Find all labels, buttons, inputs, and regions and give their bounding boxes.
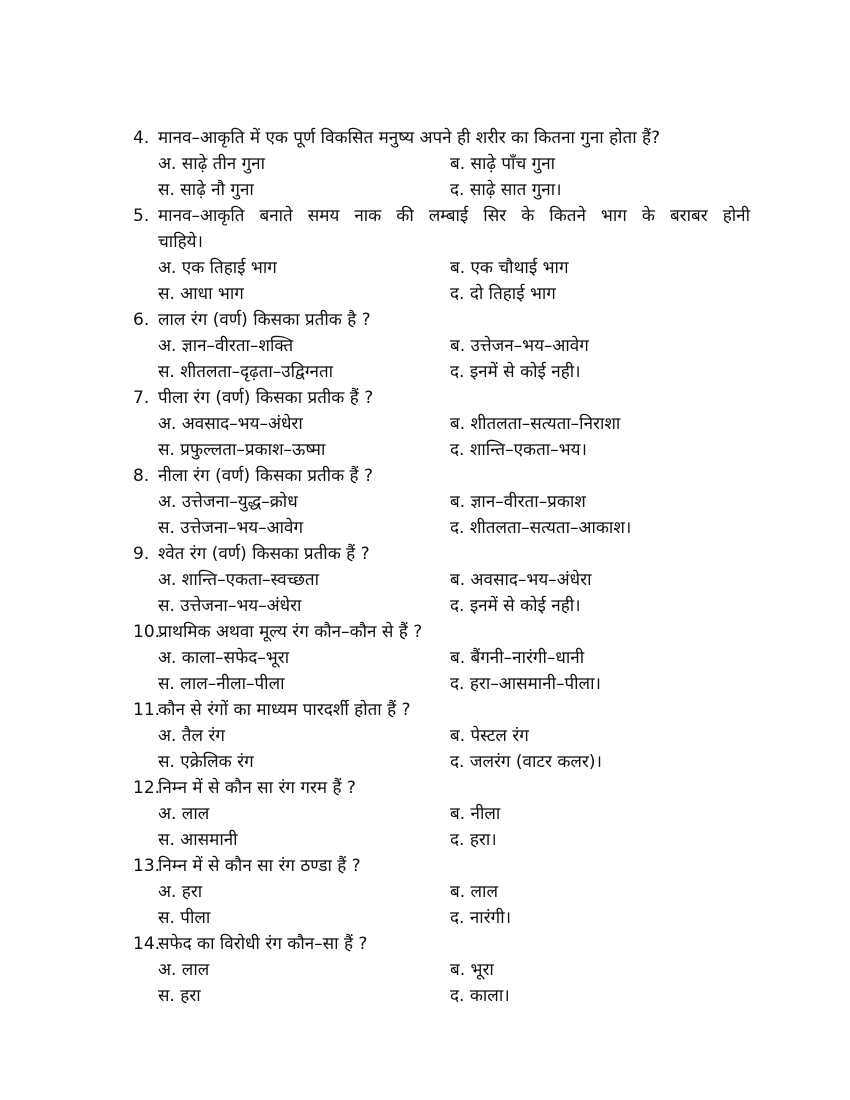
option: अ. एक तिहाई भाग	[158, 258, 277, 278]
question-number: 6.	[133, 310, 150, 330]
question-text: चाहिये।	[158, 232, 203, 252]
option: द. नारंगी।	[450, 908, 512, 928]
option: अ. उत्तेजना–युद्ध–क्रोध	[158, 492, 298, 512]
option: ब. पेस्टल रंग	[450, 726, 529, 746]
option: द. शीतलता–सत्यता–आकाश।	[450, 518, 632, 538]
question-text: पीला रंग (वर्ण) किसका प्रतीक हैं ?	[158, 388, 374, 408]
question-block	[133, 853, 753, 931]
options-row	[133, 515, 753, 541]
question-line	[133, 307, 753, 333]
option: द. इनमें से कोई नही।	[450, 596, 581, 616]
question-number: 4.	[133, 128, 150, 148]
option: स. प्रफुल्लता–प्रकाश–ऊष्मा	[158, 440, 326, 460]
option: स. हरा	[158, 986, 201, 1006]
options-row	[133, 723, 753, 749]
question-text: लाल रंग (वर्ण) किसका प्रतीक है ?	[158, 310, 371, 330]
question-line	[133, 229, 753, 255]
question-list	[133, 125, 753, 1009]
options-row	[133, 645, 753, 671]
option: स. शीतलता–दृढ़ता–उद्विग्नता	[158, 362, 334, 382]
question-text: मानव–आकृति बनाते समय नाक की लम्बाई सिर के कितने भाग के बराबर होनी	[158, 206, 750, 226]
question-text: मानव–आकृति में एक पूर्ण विकसित मनुष्य अपने ही शरीर का कितना गुना होता हैं?	[158, 128, 661, 148]
option: ब. अवसाद–भय–अंधेरा	[450, 570, 592, 590]
option: अ. शान्ति–एकता–स्वच्छता	[158, 570, 319, 590]
option: ब. ज्ञान–वीरता–प्रकाश	[450, 492, 586, 512]
option: अ. साढ़े तीन गुना	[158, 154, 266, 174]
option: ब. साढ़े पाँच गुना	[450, 154, 556, 174]
options-row	[133, 827, 753, 853]
options-row	[133, 905, 753, 931]
option: अ. काला–सफेद–भूरा	[158, 648, 290, 668]
question-line	[133, 203, 753, 229]
question-number: 7.	[133, 388, 150, 408]
options-row	[133, 593, 753, 619]
options-row	[133, 749, 753, 775]
question-text: निम्न में से कौन सा रंग गरम हैं ?	[158, 778, 356, 798]
question-text: प्राथमिक अथवा मूल्य रंग कौन–कौन से हैं ?	[158, 622, 423, 642]
options-row	[133, 281, 753, 307]
question-number: 13.	[133, 856, 161, 876]
question-block	[133, 203, 753, 307]
question-line	[133, 463, 753, 489]
option: ब. बैंगनी–नारंगी–धानी	[450, 648, 585, 668]
question-block	[133, 931, 753, 1009]
question-number: 14.	[133, 934, 161, 954]
option: द. शान्ति–एकता–भय।	[450, 440, 587, 460]
option: स. उत्तेजना–भय–आवेग	[158, 518, 304, 538]
question-number: 8.	[133, 466, 150, 486]
options-row	[133, 983, 753, 1009]
option: ब. शीतलता–सत्यता–निराशा	[450, 414, 621, 434]
question-text: सफेद का विरोधी रंग कौन–सा हैं ?	[158, 934, 368, 954]
question-block	[133, 463, 753, 541]
option: स. एक्रेलिक रंग	[158, 752, 254, 772]
option: द. इनमें से कोई नही।	[450, 362, 581, 382]
option: अ. लाल	[158, 804, 210, 824]
question-block	[133, 385, 753, 463]
question-line	[133, 697, 753, 723]
question-number: 5.	[133, 206, 150, 226]
option: ब. एक चौथाई भाग	[450, 258, 569, 278]
option: स. उत्तेजना–भय–अंधेरा	[158, 596, 302, 616]
options-row	[133, 567, 753, 593]
option: स. पीला	[158, 908, 211, 928]
question-line	[133, 385, 753, 411]
question-text: निम्न में से कौन सा रंग ठण्डा हैं ?	[158, 856, 361, 876]
option: स. लाल–नीला–पीला	[158, 674, 285, 694]
option: स. आधा भाग	[158, 284, 244, 304]
option: द. हरा।	[450, 830, 497, 850]
question-text: नीला रंग (वर्ण) किसका प्रतीक हैं ?	[158, 466, 374, 486]
question-block	[133, 125, 753, 203]
options-row	[133, 489, 753, 515]
options-row	[133, 437, 753, 463]
option: द. दो तिहाई भाग	[450, 284, 556, 304]
question-line	[133, 931, 753, 957]
option: द. जलरंग (वाटर कलर)।	[450, 752, 602, 772]
question-block	[133, 697, 753, 775]
question-text: श्वेत रंग (वर्ण) किसका प्रतीक हैं ?	[158, 544, 370, 564]
options-row	[133, 359, 753, 385]
option: द. साढ़े सात गुना।	[450, 180, 562, 200]
option: ब. नीला	[450, 804, 501, 824]
question-line	[133, 541, 753, 567]
option: अ. अवसाद–भय–अंधेरा	[158, 414, 303, 434]
options-row	[133, 671, 753, 697]
options-row	[133, 333, 753, 359]
option: स. साढ़े नौ गुना	[158, 180, 254, 200]
question-block	[133, 307, 753, 385]
option: स. आसमानी	[158, 830, 238, 850]
question-number: 11.	[133, 700, 161, 720]
option: ब. उत्तेजन–भय–आवेग	[450, 336, 589, 356]
options-row	[133, 879, 753, 905]
options-row	[133, 411, 753, 437]
options-row	[133, 255, 753, 281]
question-line	[133, 619, 753, 645]
question-number: 12.	[133, 778, 161, 798]
question-text: कौन से रंगों का माध्यम पारदर्शी होता हैं ?	[158, 700, 411, 720]
option: अ. तैल रंग	[158, 726, 225, 746]
option: अ. हरा	[158, 882, 203, 902]
question-block	[133, 775, 753, 853]
question-line	[133, 775, 753, 801]
question-block	[133, 619, 753, 697]
options-row	[133, 151, 753, 177]
option: ब. भूरा	[450, 960, 494, 980]
question-block	[133, 541, 753, 619]
options-row	[133, 177, 753, 203]
options-row	[133, 801, 753, 827]
option: अ. लाल	[158, 960, 210, 980]
option: द. काला।	[450, 986, 510, 1006]
option: ब. लाल	[450, 882, 498, 902]
question-number: 9.	[133, 544, 150, 564]
options-row	[133, 957, 753, 983]
question-line	[133, 853, 753, 879]
question-number: 10.	[133, 622, 161, 642]
option: द. हरा–आसमानी–पीला।	[450, 674, 601, 694]
question-line	[133, 125, 753, 151]
option: अ. ज्ञान–वीरता–शक्ति	[158, 336, 294, 356]
